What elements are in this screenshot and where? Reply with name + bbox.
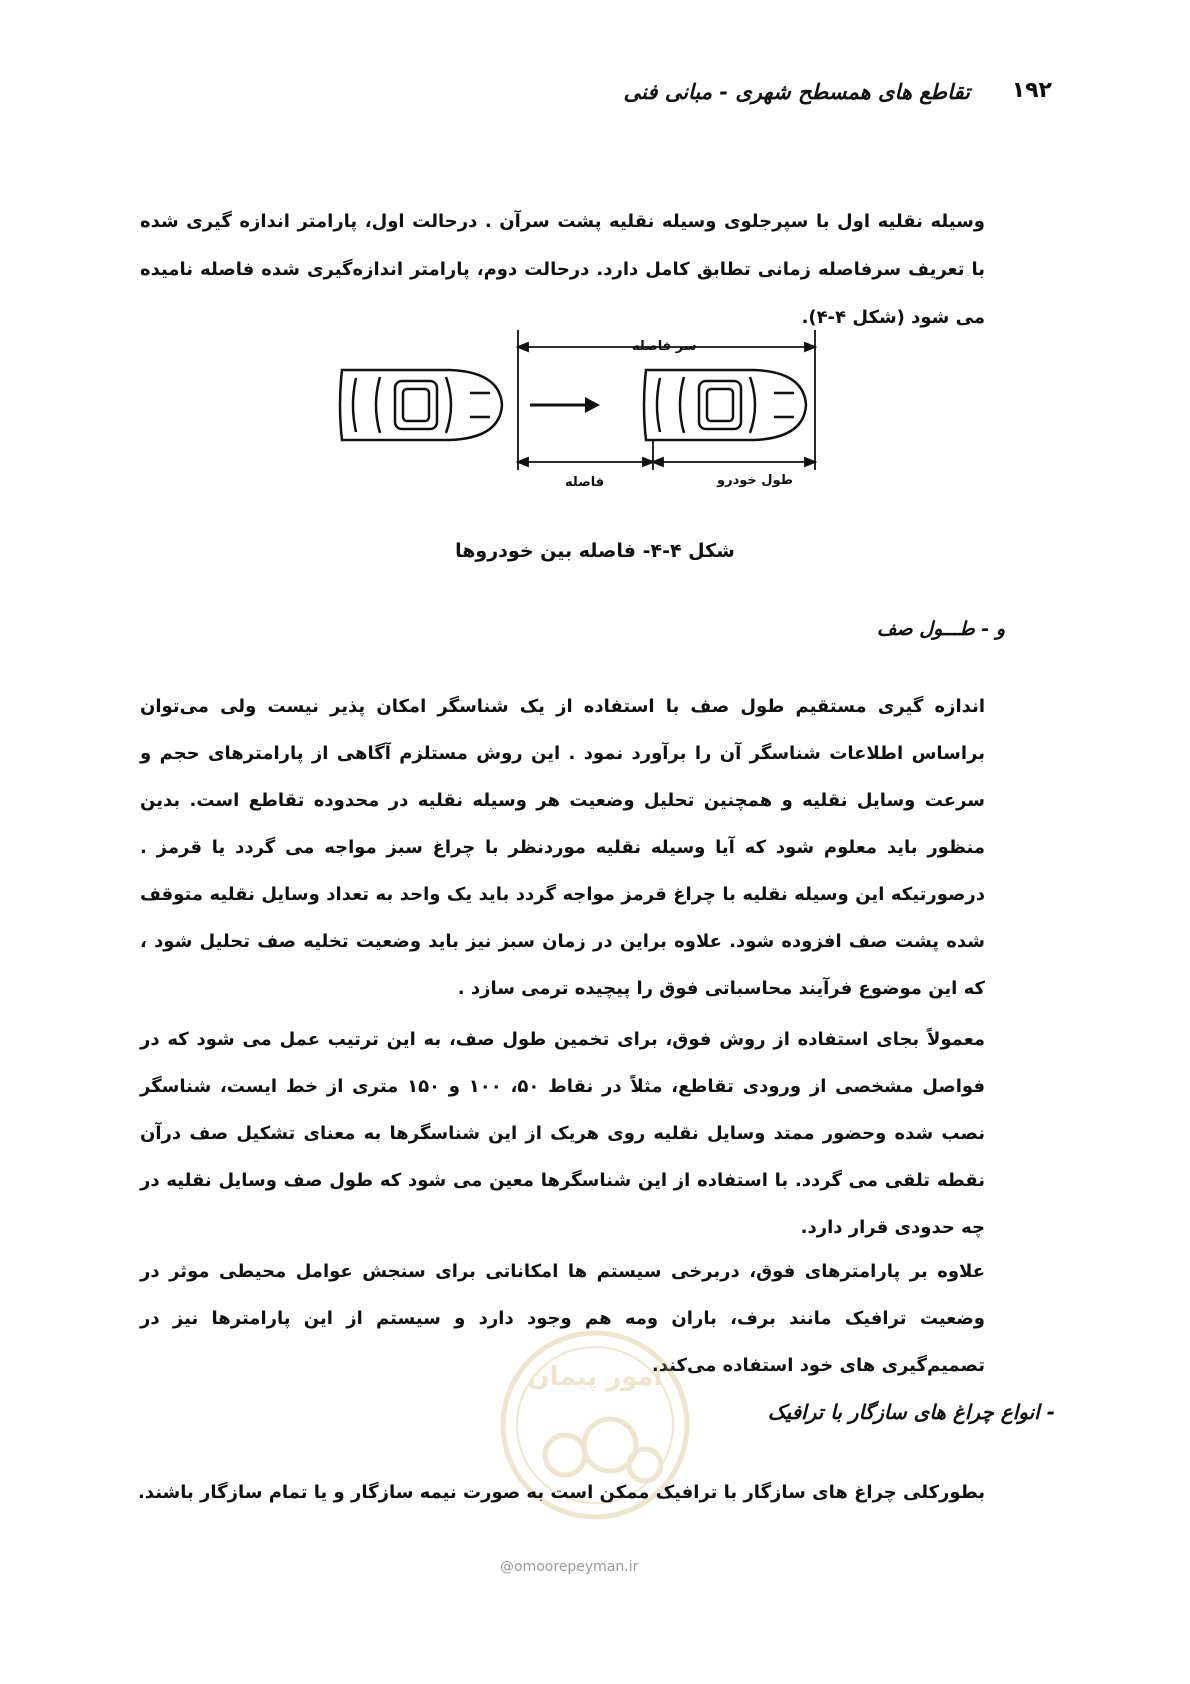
gap-label: فاصله — [565, 475, 605, 490]
page-header — [0, 78, 1190, 118]
adaptive-signals-paragraph: بطورکلی چراغ های سازگار با ترافیک ممکن است به صورت نیمه سازگار و یا تمام سازگار باشند. — [137, 1482, 985, 1503]
running-title: تقاطع های همسطح شهری - مبانی فنی — [623, 80, 970, 104]
figure-caption: شکل ۴-۴- فاصله بین خودروها — [455, 540, 735, 562]
queue-length-heading: و - طـــول صف — [876, 618, 1005, 640]
direction-arrow-icon — [530, 397, 600, 413]
queue-paragraph-3: علاوه بر پارامترهای فوق، دربرخی سیستم ها امکاناتی برای سنجش عوامل محیطی موثر در وضعیت ترافیک مانند برف، باران ومه هم وجود دارد و سیستم از این پارامترها نیز در تصمیم‌گیری های خود استفاده می‌کند. — [140, 1261, 985, 1376]
headway-label: سر فاصله — [632, 339, 697, 354]
page-number: ۱۹۲ — [1011, 78, 1052, 103]
seal-text: امور پیمان — [527, 1362, 663, 1392]
vehicle-length-label: طول خودرو — [717, 473, 793, 488]
vehicle-spacing-diagram — [0, 325, 1190, 525]
queue-paragraph-1: اندازه گیری مستقیم طول صف با استفاده از یک شناسگر امکان پذیر نیست ولی می‌توان براساس اطلاعات شناسگر آن را برآورد نمود . این روش مستلزم آگاهی از پارامترهای حجم و سرعت وسایل نقلیه و همچنین تحلیل وضعیت هر وسیله نقلیه در محدوده تقاطع است. بدین منظور باید معلوم شود که آیا وسیله نقلیه موردنظر با چراغ سبز مواجه می گردد یا قرمز . درصورتیکه این وسیله نقلیه با چراغ قرمز مواجه گردد باید یک واحد به تعداد وسایل نقلیه متوقف شده پشت صف افزوده شود. علاوه براین در زمان سبز نیز باید وضعیت تخلیه صف تحلیل شود ، که این موضوع فرآیند محاسباتی فوق را پیچیده ترمی سازد . — [140, 696, 985, 999]
figure-vehicle-spacing — [0, 325, 1190, 525]
queue-paragraph-2: معمولاً بجای استفاده از روش فوق، برای تخمین طول صف، به این ترتیب عمل می شود که در فواصل مشخصی از ورودی تقاطع، مثلاً در نقاط ۵۰، ۱۰۰ و ۱۵۰ متری از خط ایست، شناسگر نصب شده وحضور ممتد وسایل نقلیه روی هریک از این شناسگرها به معنای تشکیل صف درآن نقطه تلقی می گردد. با استفاده از این شناسگرها معین می شود که طول صف وسایل نقلیه در چه حدودی قرار دارد. — [140, 1029, 985, 1238]
front-car-icon — [644, 370, 806, 440]
rear-car-icon — [340, 370, 502, 440]
adaptive-signals-heading: - انواع چراغ های سازگار با ترافیک — [767, 1400, 1055, 1424]
intro-paragraph: وسیله نقلیه اول با سپرجلوی وسیله نقلیه پشت سرآن . درحالت اول، پارامتر اندازه گیری شده با تعریف سرفاصله زمانی تطابق کامل دارد. درحالت دوم، پارامتر اندازه‌گیری شده فاصله نامیده می شود (شکل ۴-۴). — [140, 211, 985, 328]
watermark-url: @omoorepeyman.ir — [500, 1559, 639, 1575]
